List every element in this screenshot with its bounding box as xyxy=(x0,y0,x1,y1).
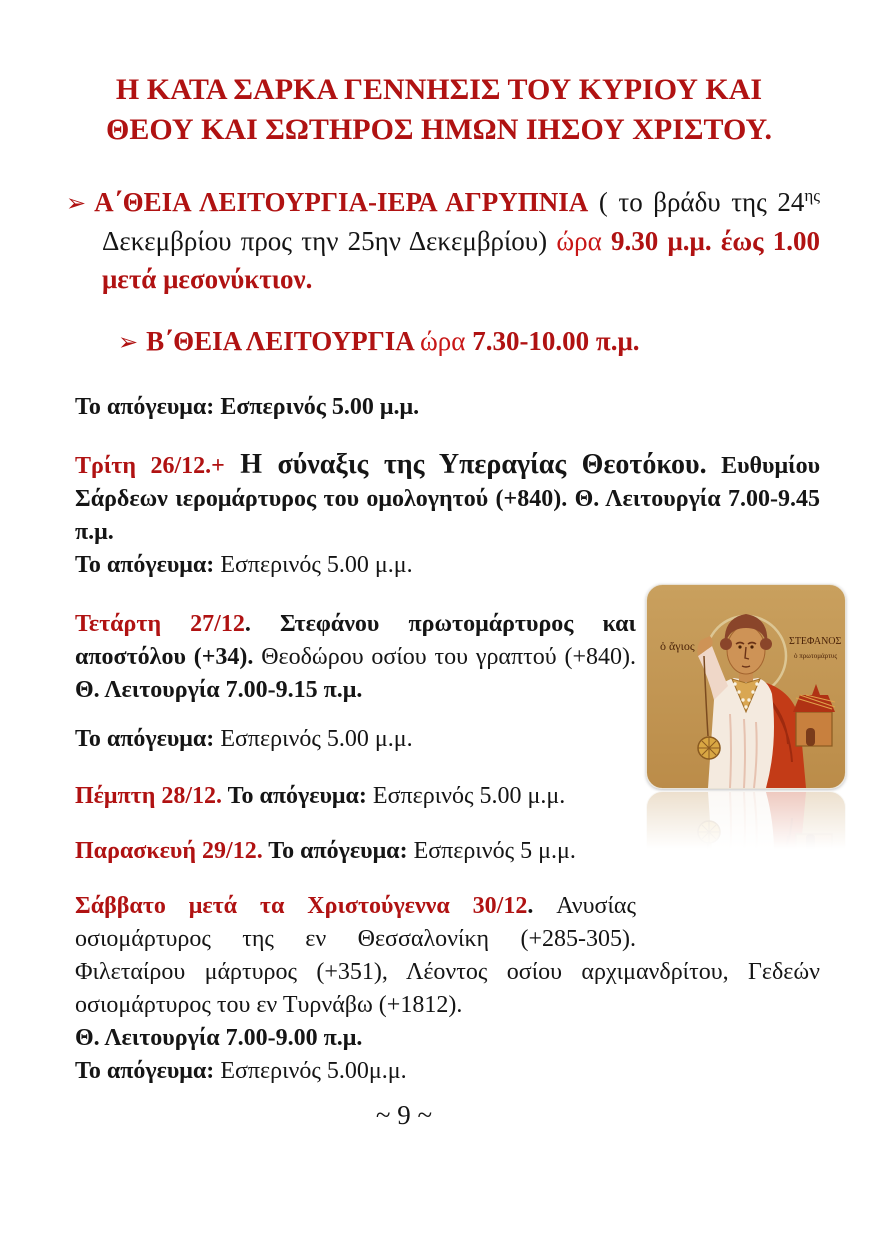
saturday-day-label: Σάββατο μετά τα Χριστούγεννα 30/12 xyxy=(75,893,528,919)
inscription-sub: ὁ πρωτομάρτυς xyxy=(794,652,838,660)
saint-stephen-icon xyxy=(646,584,846,789)
second-liturgy-item xyxy=(118,322,820,361)
arrow-bullet-icon: ➢ xyxy=(118,328,139,356)
saturday-liturgy-line xyxy=(75,1022,820,1055)
saturday-feast-detail: Ανυσίας οσιομάρτυρος της εν Θεσσαλονίκη (+285-305). Φιλεταίρου μάρτυρος (+351), Λέοντος οσίου αρχιμανδρίτου, Γεδεών οσιομάρτυρος του εν Τυρνάβω (+1812). xyxy=(75,893,820,1018)
saint-stephen-icon-figure xyxy=(646,584,846,857)
first-liturgy-period: . xyxy=(305,264,313,294)
afternoon-value: Εσπερινός 5.00μ.μ. xyxy=(214,1058,407,1084)
tuesday-entry xyxy=(75,448,820,549)
saturday-liturgy-time: Θ. Λειτουργία 7.00-9.00 π.μ. xyxy=(75,1025,363,1051)
first-liturgy-item xyxy=(66,177,820,298)
afternoon-value: Εσπερινός 5.00 μ.μ. xyxy=(366,783,566,809)
afternoon-label: Το απόγευμα: xyxy=(75,552,215,578)
title-line-1: Η ΚΑΤΑ ΣΑΡΚΑ ΓΕΝΝΗΣΙΣ ΤΟΥ ΚΥΡΙΟΥ ΚΑΙ xyxy=(115,73,763,106)
wednesday-feast-bold: Στεφάνου πρωτομάρτυρος και αποστόλου (+34). xyxy=(75,611,636,670)
icon-reflection xyxy=(646,791,846,857)
wednesday-feast-detail: Θεοδώρου οσίου του γραπτού (+840). xyxy=(253,644,636,670)
tuesday-afternoon-line xyxy=(75,549,820,582)
afternoon-label: Το απόγευμα: xyxy=(262,838,408,864)
afternoon-label: Το απόγευμα: xyxy=(75,726,215,752)
wednesday-day-label: Τετάρτη 27/12 xyxy=(75,611,245,637)
afternoon-label: Το απόγευμα: xyxy=(75,394,215,420)
first-liturgy-detail-2: Δεκεμβρίου προς την 25ην Δεκεμβρίου) xyxy=(102,226,557,256)
first-liturgy-detail: ( το βράδυ της 24 xyxy=(588,187,805,217)
afternoon-value: Εσπερινός 5 μ.μ. xyxy=(407,838,576,864)
wednesday-liturgy-time: Θ. Λειτουργία 7.00-9.15 π.μ. xyxy=(75,677,363,703)
tuesday-day-label: Τρίτη 26/12.+ xyxy=(75,453,225,479)
saturday-dot: . xyxy=(527,893,557,919)
thursday-day-label: Πέμπτη 28/12. xyxy=(75,783,223,809)
second-liturgy-heading: Β΄ΘΕΙΑ ΛΕΙΤΟΥΡΓΙΑ xyxy=(146,326,421,356)
afternoon-label: Το απόγευμα: xyxy=(222,783,367,809)
first-liturgy-time: 9.30 μ.μ. έως 1.00 μετά μεσονύκτιον xyxy=(102,226,820,294)
schedule-body xyxy=(75,391,842,1088)
hora-label: ώρα xyxy=(420,326,473,356)
first-liturgy-heading: Α΄ΘΕΙΑ ΛΕΙΤΟΥΡΓΙΑ-ΙΕΡΑ ΑΓΡΥΠΝΙΑ xyxy=(94,187,589,217)
tuesday-feast-title: Η σύναξις της Υπεραγίας Θεοτόκου. xyxy=(224,449,707,480)
afternoon-value: Εσπερινός 5.00 μ.μ. xyxy=(214,726,413,752)
friday-day-label: Παρασκευή 29/12. xyxy=(75,838,263,864)
tuesday-feast-detail: Ευθυμίου Σάρδεων ιερομάρτυρος του ομολογητού (+840). Θ. Λειτουργία 7.00-9.45 π.μ. xyxy=(75,453,821,545)
saturday-entry xyxy=(75,890,820,1022)
wednesday-dot: . xyxy=(244,611,280,637)
afternoon-vespers-line xyxy=(75,391,820,424)
date-superscript: ης xyxy=(804,186,821,205)
afternoon-value: Εσπερινός 5.00 μ.μ. xyxy=(214,394,420,420)
hora-label: ώρα xyxy=(556,226,612,256)
afternoon-label: Το απόγευμα: xyxy=(75,1058,215,1084)
afternoon-value: Εσπερινός 5.00 μ.μ. xyxy=(214,552,413,578)
second-liturgy-time: 7.30-10.00 π.μ. xyxy=(472,326,640,356)
arrow-bullet-icon: ➢ xyxy=(66,189,87,217)
saturday-afternoon-line xyxy=(75,1055,820,1088)
title-line-2: ΘΕΟΥ ΚΑΙ ΣΩΤΗΡΟΣ ΗΜΩΝ ΙΗΣΟΥ ΧΡΙΣΤΟΥ. xyxy=(106,113,772,146)
page-number: ~ 9 ~ xyxy=(375,1100,433,1130)
page-title xyxy=(60,70,818,150)
inscription-left: ὁ ἅγιος xyxy=(660,639,695,653)
inscription-right: ΣΤΕΦΑΝΟΣ xyxy=(789,636,842,647)
